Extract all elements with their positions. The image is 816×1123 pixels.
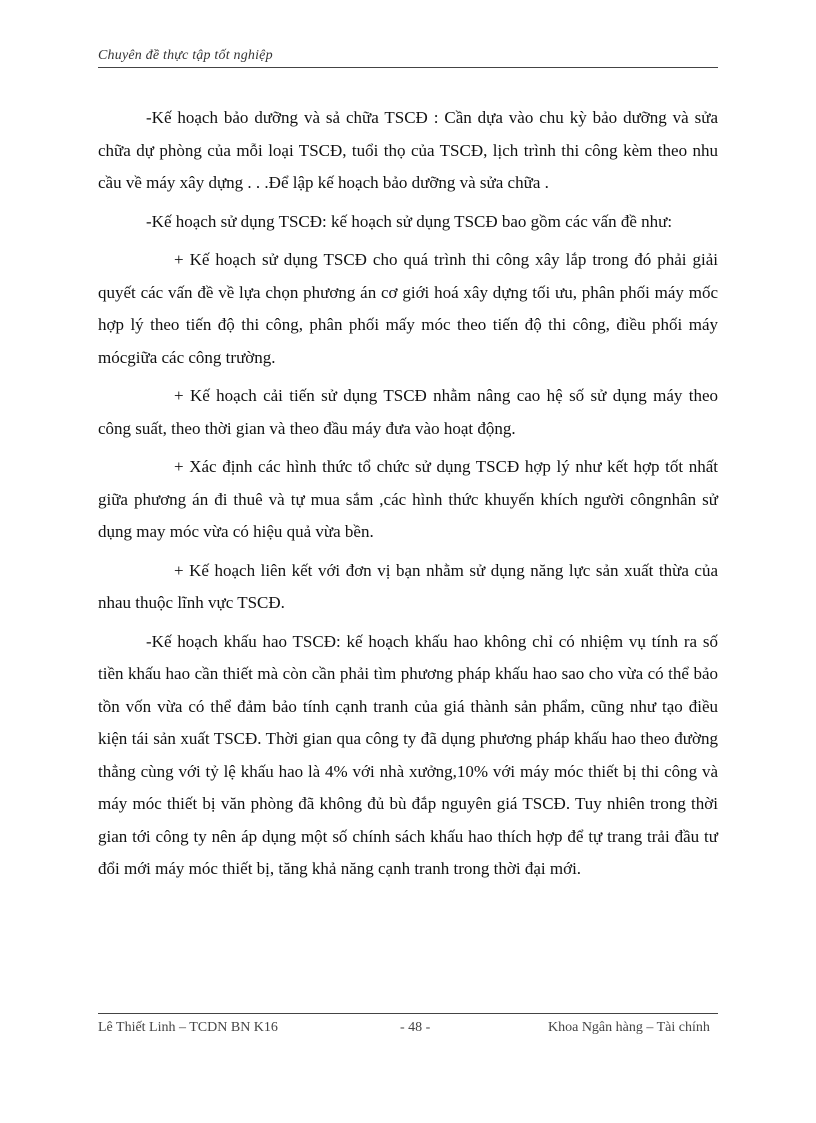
- page-header-title: Chuyên đề thực tập tốt nghiệp: [98, 48, 273, 63]
- paragraph-usage-organization: + Xác định các hình thức tổ chức sử dụng TSCĐ hợp lý như kết hợp tốt nhất giữa phương án đi thuê và tự mua sắm ,các hình thức khuyến khích người côngnhân sử dụng may móc vừa có hiệu quả vừa bền.: [98, 457, 718, 541]
- paragraph-usage-construction: + Kế hoạch sử dụng TSCĐ cho quá trình thi công xây lắp trong đó phải giải quyết các vấn đề về lựa chọn phương án cơ giới hoá xây dựng tối ưu, phân phối máy mốc hợp lý theo tiến độ thi công, phân phối mấy móc theo tiến độ thi công, điều phối máy mócgiữa các công trường.: [98, 250, 718, 367]
- paragraph-usage-improvement: + Kế hoạch cải tiến sử dụng TSCĐ nhằm nâng cao hệ số sử dụng máy theo công suất, theo thời gian và theo đầu máy đưa vào hoạt động.: [98, 386, 718, 438]
- header-divider: [98, 67, 718, 68]
- paragraph-depreciation-plan: -Kế hoạch khấu hao TSCĐ: kế hoạch khấu hao không chỉ có nhiệm vụ tính ra số tiền khấu hao cần thiết mà còn cần phải tìm phương pháp khấu hao sao cho vừa có thể bảo tồn vốn vừa có thể đảm bảo tính cạnh tranh của giá thành sản phẩm, cũng như tạo điều kiện tái sản xuất TSCĐ. Thời gian qua công ty đã dụng phương pháp khấu hao theo đường thẳng cùng với tỷ lệ khấu hao là 4% với nhà xưởng,10% với máy móc thiết bị thi công và máy móc thiết bị văn phòng đã không đủ bù đắp nguyên giá TSCĐ. Tuy nhiên trong thời gian tới công ty nên áp dụng một số chính sách khấu hao thích hợp để tự trang trải đầu tư đổi mới máy móc thiết bị, tăng khả năng cạnh tranh trong thời đại mới.: [98, 631, 718, 878]
- paragraph-usage-partnership: + Kế hoạch liên kết với đơn vị bạn nhằm sử dụng năng lực sản xuất thừa của nhau thuộc lĩnh vực TSCĐ.: [98, 560, 718, 612]
- footer-department: Khoa Ngân hàng – Tài chính: [548, 1020, 710, 1035]
- paragraph-usage-plan: -Kế hoạch sử dụng TSCĐ: kế hoạch sử dụng TSCĐ bao gồm các vấn đề như:: [146, 211, 673, 231]
- document-body: [98, 102, 718, 892]
- footer-divider: [98, 1013, 718, 1014]
- paragraph-maintenance-plan: -Kế hoạch bảo dưỡng và sả chữa TSCĐ : Cần dựa vào chu kỳ bảo dưỡng và sửa chữa dự phòng của mỗi loại TSCĐ, tuổi thọ của TSCĐ, lịch trình thi công kèm theo nhu cầu về máy xây dựng . . .Để lập kế hoạch bảo dưỡng và sửa chữa .: [98, 108, 718, 192]
- footer-author: Lê Thiết Linh – TCDN BN K16: [98, 1020, 278, 1035]
- footer-page-number: - 48 -: [400, 1020, 431, 1035]
